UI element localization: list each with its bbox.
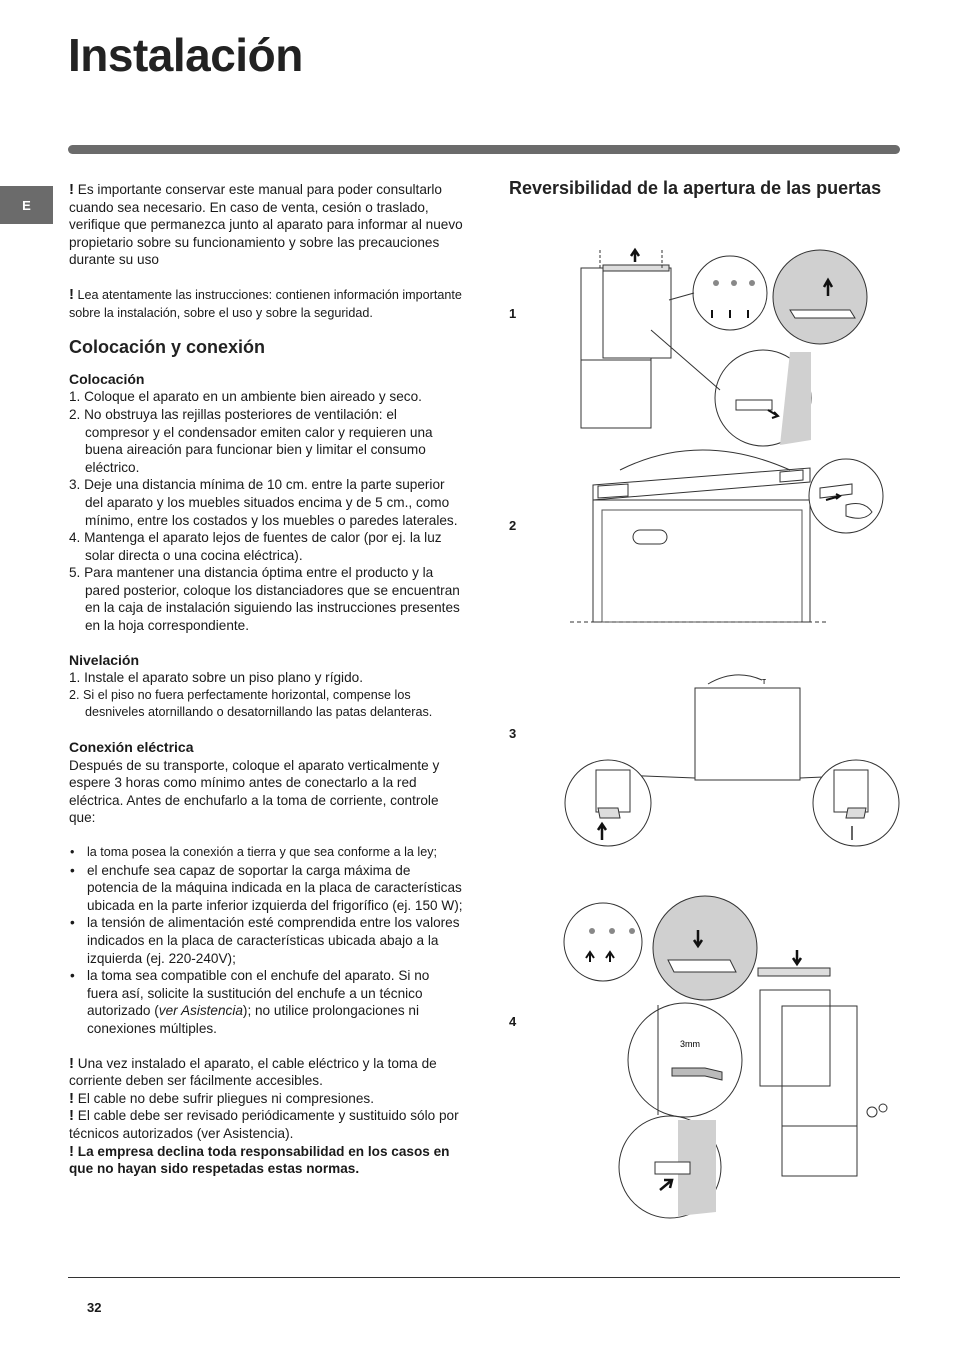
electric-intro: Después de su transporte, coloque el aparato verticalmente y espere 3 horas como mínimo antes de conectarlo a la red eléctrica. Antes de enchufarlo a la toma de corriente, controle que: xyxy=(69,757,440,826)
reversibility-heading: Reversibilidad de la apertura de las puertas xyxy=(509,178,882,198)
step-2-number: 2 xyxy=(509,518,517,533)
step-1-illustration xyxy=(581,250,867,446)
exclamation-icon: ! xyxy=(69,285,74,303)
page-number: 32 xyxy=(87,1300,102,1315)
subheading-colocacion: Colocación xyxy=(69,370,145,387)
list-item: • la tensión de alimentación esté comprendida entre los valores indicados en la placa de características ubicada abajo a la izquierda (ej. 220-240V); xyxy=(69,914,464,967)
step-3-illustration xyxy=(565,675,899,846)
intro-warning-1: ! Es importante conservar este manual para poder consultarlo cuando sea necesario. En caso de venta, cesión o traslado, verifique que permanezca junto al aparato para informar al nuevo propietario sobre su funcionamiento y sobre las precauciones durante su uso xyxy=(69,181,463,268)
final-warning-1: ! Una vez instalado el aparato, el cable eléctrico y la toma de corriente deben ser fácilmente accesibles. xyxy=(69,1054,437,1089)
list-item: 4. Mantenga el aparato lejos de fuentes de calor (por ej. la luz solar directa o una cocina eléctrica). xyxy=(69,530,442,563)
final-warning-bold: ! La empresa declina toda responsabilidad en los casos en que no hayan sido respetadas estas normas. xyxy=(69,1142,450,1177)
step-4-illustration xyxy=(564,896,887,1218)
list-item: 1. Coloque el aparato en un ambiente bien aireado y seco. xyxy=(69,389,422,405)
step-1-number: 1 xyxy=(509,306,517,321)
list-item: 2. No obstruya las rejillas posteriores de ventilación: el compresor y el condensador emiten calor y requieren una buena aireación para funcionar bien y limitar el consumo eléctrico. xyxy=(69,406,433,475)
list-item: • el enchufe sea capaz de soportar la carga máxima de potencia de la máquina indicada en la placa de características ubicada en la parte inferior izquierda del frigorífico (ej. 150 W); xyxy=(69,862,464,915)
list-item: • la toma posea la conexión a tierra y que sea conforme a la ley; xyxy=(69,844,464,862)
drill-size-label: 3mm xyxy=(680,1039,700,1049)
step-4-number: 4 xyxy=(509,1014,517,1029)
page-title: Instalación xyxy=(68,29,303,81)
list-item: 1. Instale el aparato sobre un piso plano y rígido. xyxy=(69,670,363,686)
exclamation-icon: ! xyxy=(69,181,74,198)
language-tab: E xyxy=(0,186,53,224)
list-item: 5. Para mantener una distancia óptima entre el producto y la pared posterior, coloque los distanciadores que se encuentran en la caja de instalación siguiendo las instrucciones presentes en la hoja correspondiente. xyxy=(69,565,460,634)
svg-text:т: т xyxy=(762,676,767,686)
step-2-illustration xyxy=(570,450,883,622)
subheading-conexion: Conexión eléctrica xyxy=(69,739,194,756)
list-item: 2. Si el piso no fuera perfectamente horizontal, compense los desniveles atornillando o desatornillando las patas delanteras. xyxy=(69,687,433,720)
list-item: 3. Deje una distancia mínima de 10 cm. entre la parte superior del aparato y los muebles situados encima y de 5 cm., como mínimo, entre los costados y los muebles o paredes laterales. xyxy=(69,477,458,528)
subheading-nivelacion: Nivelación xyxy=(69,651,140,668)
step-3-number: 3 xyxy=(509,726,517,741)
footer-rule xyxy=(68,1277,900,1278)
intro-warning-2: ! Lea atentamente las instrucciones: contienen información importante sobre la instalación, sobre el uso y sobre la seguridad. xyxy=(69,285,462,320)
final-warning-3: ! El cable debe ser revisado periódicamente y sustituido sólo por técnicos autorizados (ver Asistencia). xyxy=(69,1107,459,1141)
section-heading: Colocación y conexión xyxy=(69,337,266,358)
list-item: • la toma sea compatible con el enchufe del aparato. Si no fuera así, solicite la sustitución del enchufe a un técnico autorizado (ver Asistencia); no utilice prolongaciones ni conexiones múltiples. xyxy=(69,967,464,1037)
final-warning-2: ! El cable no debe sufrir pliegues ni compresiones. xyxy=(69,1089,374,1107)
